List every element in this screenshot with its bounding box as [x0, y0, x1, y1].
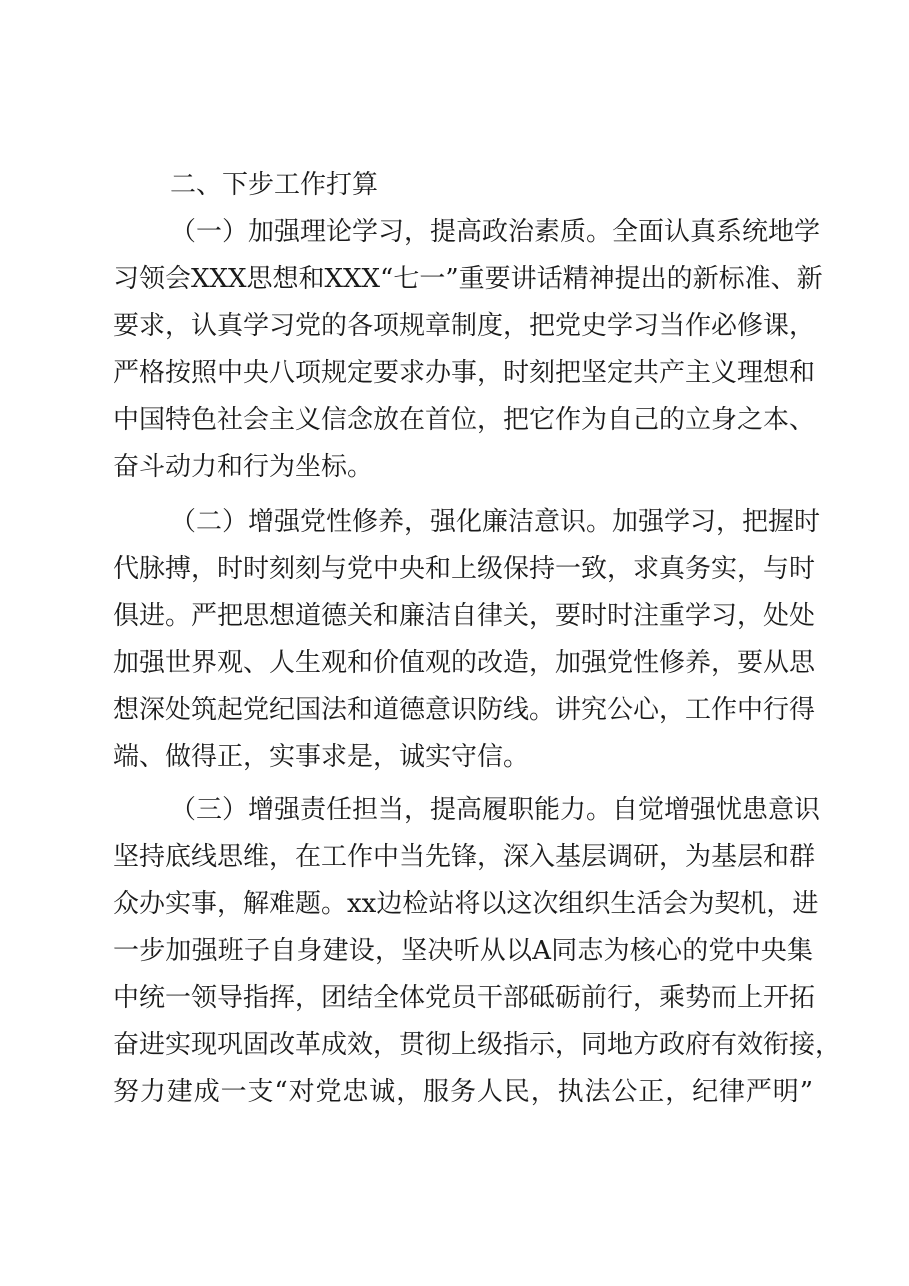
section-heading: 二、下步工作打算 — [170, 170, 379, 200]
paragraph-3-line-1: （三）增强责任担当，提高履职能力。自觉增强忧患意识 — [170, 795, 821, 825]
paragraph-2-line-6: 端、做得正，实事求是，诚实守信。 — [113, 742, 530, 772]
paragraph-3-line-7: 努力建成一支“对党忠诚，服务人民，执法公正，纪律严明” — [113, 1077, 813, 1107]
paragraph-3-line-2: 坚持底线思维，在工作中当先锋，深入基层调研，为基层和群 — [113, 842, 816, 872]
paragraph-1-line-4: 严格按照中央八项规定要求办事，时刻把坚定共产主义理想和 — [113, 358, 816, 388]
paragraph-2-line-3: 俱进。严把思想道德关和廉洁自律关，要时时注重学习，处处 — [113, 601, 816, 631]
paragraph-1-line-6: 奋斗动力和行为坐标。 — [113, 452, 374, 482]
paragraph-1-line-2: 习领会XXX思想和XXX“七一”重要讲话精神提出的新标准、新 — [113, 264, 823, 294]
paragraph-2-line-1: （二）增强党性修养，强化廉洁意识。加强学习，把握时 — [170, 507, 821, 537]
paragraph-1-line-1: （一）加强理论学习，提高政治素质。全面认真系统地学 — [170, 217, 821, 247]
paragraph-3-line-5: 中统一领导指挥，团结全体党员干部砥砺前行，乘势而上开拓 — [113, 983, 816, 1013]
paragraph-1-line-5: 中国特色社会主义信念放在首位，把它作为自己的立身之本、 — [113, 405, 816, 435]
paragraph-2-line-4: 加强世界观、人生观和价值观的改造，加强党性修养，要从思 — [113, 648, 816, 678]
paragraph-3-line-4: 一步加强班子自身建设，坚决听从以A同志为核心的党中央集 — [113, 936, 813, 966]
paragraph-2-line-2: 代脉搏，时时刻刻与党中央和上级保持一致，求真务实，与时 — [113, 554, 816, 584]
paragraph-2-line-5: 想深处筑起党纪国法和道德意识防线。讲究公心，工作中行得 — [113, 695, 816, 725]
paragraph-3-line-6: 奋进实现巩固改革成效，贯彻上级指示，同地方政府有效衔接， — [113, 1030, 842, 1060]
paragraph-1-line-3: 要求，认真学习党的各项规章制度，把党史学习当作必修课， — [113, 311, 816, 341]
paragraph-3-line-3: 众办实事，解难题。xx边检站将以这次组织生活会为契机，进 — [113, 889, 819, 919]
